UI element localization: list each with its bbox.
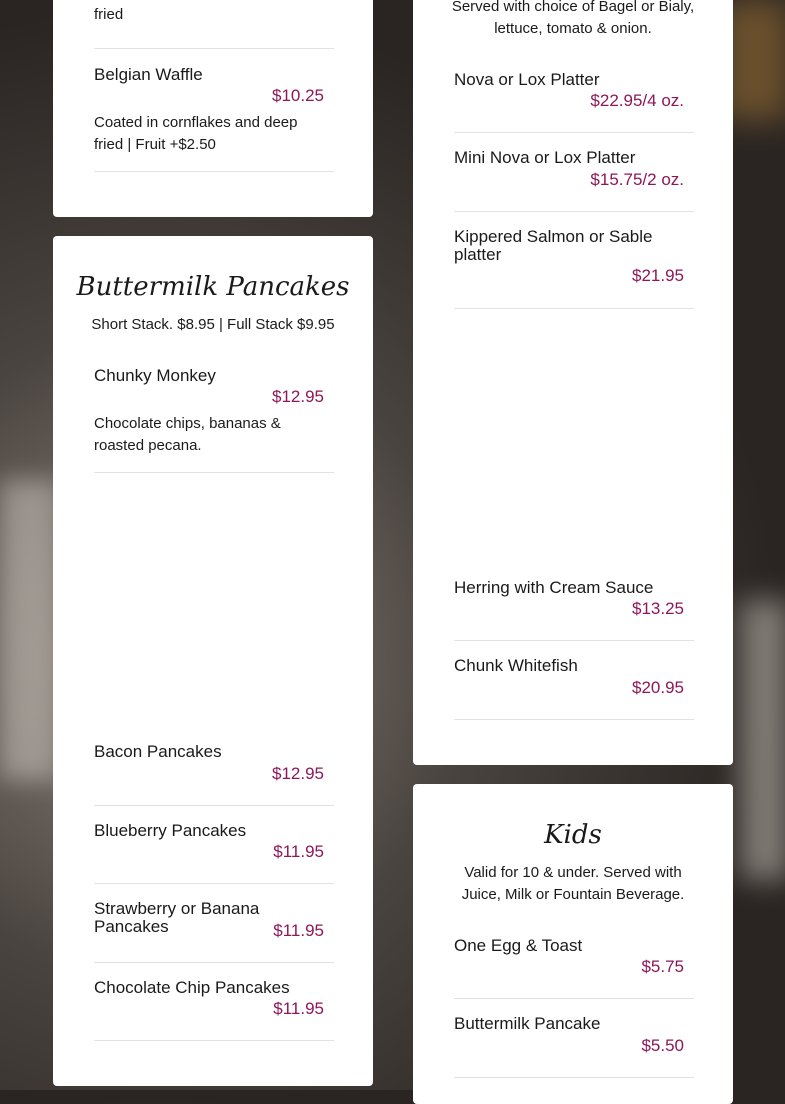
waffles-card [53, 0, 373, 217]
item-price: $12.95 [272, 387, 324, 406]
item-name: Blueberry Pancakes [94, 821, 247, 840]
item-price: $13.25 [632, 599, 684, 618]
menu-item-kippered-salmon-sable[interactable] [454, 228, 694, 298]
item-price: $11.95 [273, 999, 324, 1018]
item-name: Chunky Monkey [94, 366, 216, 385]
divider [454, 998, 694, 999]
item-name: Chunk Whitefish [454, 656, 578, 675]
item-name: Chocolate Chip Pancakes [94, 978, 290, 997]
item-price: $22.95/4 oz. [590, 91, 684, 110]
menu-item-belgian-waffle[interactable] [94, 66, 334, 166]
section-title: Kids [544, 820, 602, 850]
divider [94, 805, 334, 806]
menu-item-bacon-pancakes[interactable] [94, 743, 334, 793]
divider [454, 1077, 694, 1078]
section-subtitle: Short Stack. $8.95 | Full Stack $9.95 [91, 316, 335, 333]
menu-item-mini-nova-lox-platter[interactable] [454, 149, 694, 199]
item-price: $15.75/2 oz. [590, 170, 684, 189]
section-subtitle: Served with choice of Bagel or Bialy, lettuce, tomato & onion. [451, 0, 695, 37]
kids-card [413, 784, 733, 1104]
item-name: One Egg & Toast [454, 936, 583, 955]
divider [94, 1040, 334, 1041]
background-decoration [0, 480, 60, 780]
divider [454, 132, 694, 133]
menu-item-strawberry-banana-pancakes[interactable] [94, 900, 334, 950]
item-name: Nova or Lox Platter [454, 70, 600, 89]
menu-item-one-egg-toast[interactable] [454, 937, 694, 987]
item-name: Mini Nova or Lox Platter [454, 148, 636, 167]
item-price: $5.50 [641, 1036, 684, 1055]
item-price: $5.75 [641, 957, 684, 976]
menu-item-chocolate-chip-pancakes[interactable] [94, 979, 334, 1029]
item-price: $10.25 [272, 86, 324, 105]
item-price: $20.95 [632, 678, 684, 697]
item-name: Buttermilk Pancake [454, 1014, 601, 1033]
item-description: Chocolate chips, bananas & roasted pecana. [94, 415, 281, 454]
item-price: $12.95 [272, 764, 324, 783]
item-name: Strawberry or Banana Pancakes [94, 899, 260, 936]
divider [94, 883, 334, 884]
fish-platters-card [413, 0, 733, 765]
menu-item-herring-cream-sauce[interactable] [454, 579, 694, 629]
menu-item-chunky-monkey[interactable] [94, 367, 334, 467]
item-price: $11.95 [273, 921, 324, 940]
divider [454, 640, 694, 641]
item-price: $11.95 [273, 842, 324, 861]
divider [94, 171, 334, 172]
divider [94, 962, 334, 963]
item-name: Belgian Waffle [94, 65, 203, 84]
divider [454, 719, 694, 720]
menu-item-nova-lox-platter[interactable] [454, 71, 694, 121]
divider [94, 48, 334, 49]
divider [94, 472, 334, 473]
item-description: fried [94, 6, 124, 23]
divider [454, 211, 694, 212]
pancakes-card [53, 236, 373, 1086]
item-name: Kippered Salmon or Sable platter [454, 227, 653, 264]
item-name: Herring with Cream Sauce [454, 578, 654, 597]
item-price: $21.95 [632, 266, 684, 285]
section-title: Buttermilk Pancakes [76, 272, 350, 302]
menu-item-blueberry-pancakes[interactable] [94, 822, 334, 872]
item-description: Coated in cornflakes and deep fried | Fruit +$2.50 [94, 114, 298, 153]
section-subtitle: Valid for 10 & under. Served with Juice, Milk or Fountain Beverage. [461, 864, 685, 903]
menu-item-chunk-whitefish[interactable] [454, 657, 694, 707]
item-name: Bacon Pancakes [94, 742, 222, 761]
background-decoration [740, 600, 785, 880]
menu-item-buttermilk-pancake[interactable] [454, 1015, 694, 1065]
divider [454, 308, 694, 309]
